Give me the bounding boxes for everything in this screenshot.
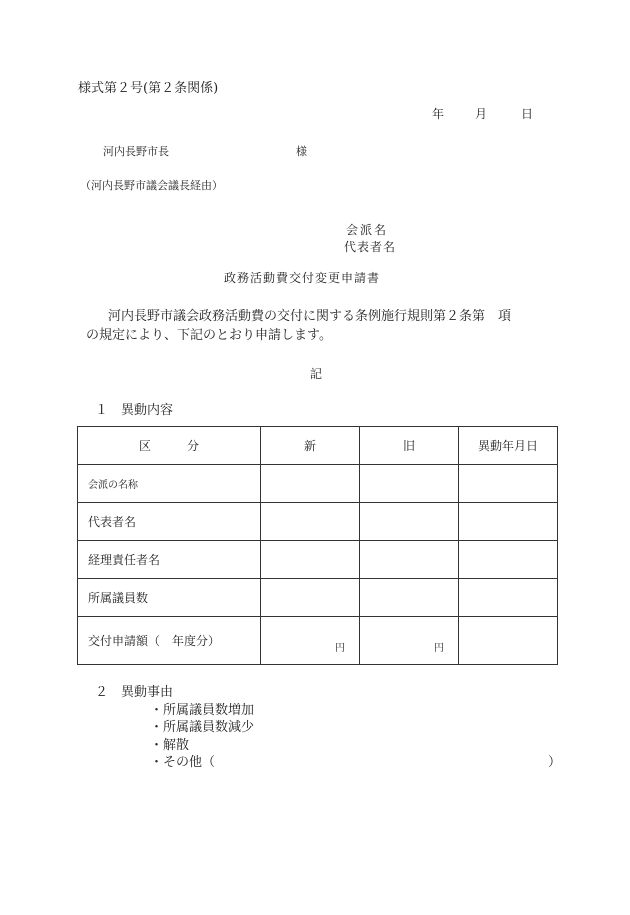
cell-new bbox=[261, 579, 360, 617]
date-line bbox=[432, 108, 533, 120]
ki-heading: 記 bbox=[310, 367, 323, 381]
row-label: 交付申請額（ 年度分） bbox=[78, 617, 261, 665]
reason-item: ・所属議員数減少 bbox=[150, 720, 255, 735]
reason-item: ・解散 bbox=[150, 738, 190, 753]
cell-new: 円 bbox=[261, 617, 360, 665]
reason-item: ・所属議員数増加 bbox=[150, 703, 255, 718]
cell-old bbox=[360, 503, 459, 541]
row-label: 会派の名称 bbox=[78, 465, 261, 503]
date-day: 日 bbox=[521, 107, 534, 121]
header-change-date: 異動年月日 bbox=[459, 427, 558, 465]
header-category: 区 分 bbox=[78, 427, 261, 465]
date-year: 年 bbox=[432, 107, 445, 121]
date-month: 月 bbox=[475, 107, 488, 121]
addressee: 河内長野市長 bbox=[103, 145, 169, 158]
header-new: 新 bbox=[261, 427, 360, 465]
body-text-line-2: の規定により、下記のとおり申請します。 bbox=[86, 328, 332, 343]
cell-old bbox=[360, 579, 459, 617]
header-old: 旧 bbox=[360, 427, 459, 465]
table-row bbox=[78, 579, 558, 617]
section-1-heading: １ 異動内容 bbox=[95, 403, 174, 418]
cell-date bbox=[459, 503, 558, 541]
faction-name-label: 会派名 bbox=[346, 223, 389, 237]
cell-date bbox=[459, 465, 558, 503]
cell-old bbox=[360, 541, 459, 579]
body-text-line-1: 河内長野市議会政務活動費の交付に関する条例施行規則第２条第 項 bbox=[108, 309, 512, 324]
cell-date bbox=[459, 579, 558, 617]
honorific: 様 bbox=[296, 145, 307, 158]
cell-new bbox=[261, 503, 360, 541]
cell-new bbox=[261, 541, 360, 579]
changes-table bbox=[77, 426, 558, 665]
row-label: 経理責任者名 bbox=[78, 541, 261, 579]
cell-date bbox=[459, 617, 558, 665]
cell-new bbox=[261, 465, 360, 503]
cell-old bbox=[360, 465, 459, 503]
reason-item: ・その他（ bbox=[150, 755, 216, 770]
table-row bbox=[78, 541, 558, 579]
table-row bbox=[78, 465, 558, 503]
table-row bbox=[78, 503, 558, 541]
row-label: 代表者名 bbox=[78, 503, 261, 541]
cell-date bbox=[459, 541, 558, 579]
other-close-paren: ） bbox=[548, 755, 562, 770]
table-row bbox=[78, 617, 558, 665]
representative-label: 代表者名 bbox=[344, 240, 397, 254]
cell-old: 円 bbox=[360, 617, 459, 665]
row-label: 所属議員数 bbox=[78, 579, 261, 617]
document-title: 政務活動費交付変更申請書 bbox=[224, 271, 381, 285]
form-number: 様式第２号(第２条関係) bbox=[78, 81, 219, 96]
section-2-heading: ２ 異動事由 bbox=[95, 685, 174, 700]
via-chairman: （河内長野市議会議長経由） bbox=[80, 179, 223, 192]
table-header-row bbox=[78, 427, 558, 465]
